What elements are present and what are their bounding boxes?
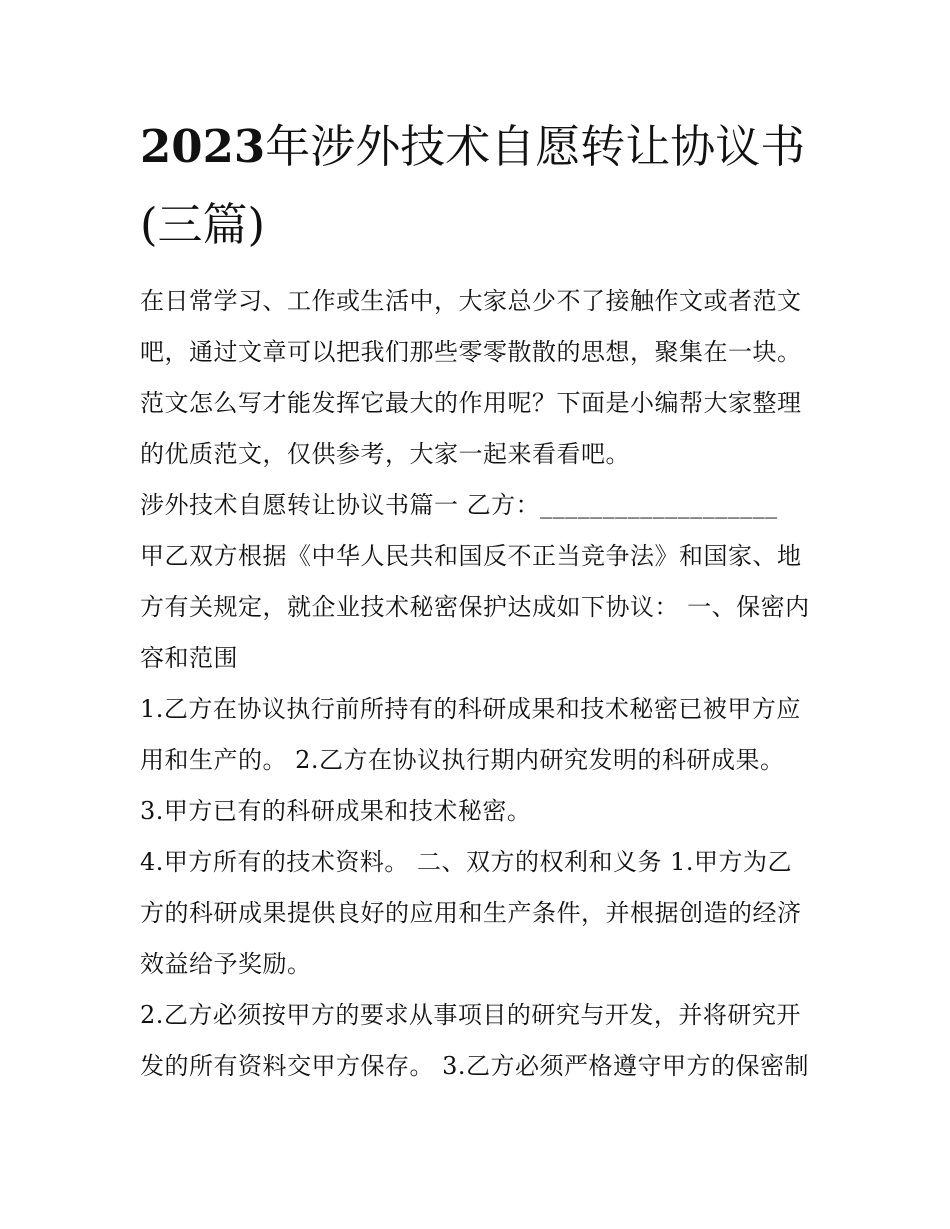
title-text: 年涉外技术自愿转让协议书(三篇)	[140, 120, 806, 251]
intro-paragraph: 在日常学习、工作或生活中，大家总少不了接触作文或者范文吧，通过文章可以把我们那些零零散散的思想，聚集在一块。范文怎么写才能发挥它最大的作用呢？下面是小编帮大家整理的优质范文，仅供参考，大家一起来看看吧。	[140, 287, 802, 468]
agreement-basis-paragraph: 甲乙双方根据《中华人民共和国反不正当竞争法》和国家、地方有关规定，就企业技术秘密保护达成如下协议： 一、保密内容和范围	[140, 542, 810, 672]
obligations-paragraph: 2.乙方必须按甲方的要求从事项目的研究与开发，并将研究开发的所有资料交甲方保存。 3.乙方必须严格遵守甲方的保密制	[140, 1001, 810, 1080]
title-year: 2023	[140, 120, 266, 173]
rights-duties-paragraph: 4.甲方所有的技术资料。 二、双方的权利和义务 1.甲方为乙方的科研成果提供良好的应用和生产条件，并根据创造的经济效益给予奖励。	[140, 848, 802, 978]
document-title	[140, 108, 812, 264]
document-body	[140, 108, 812, 1092]
scope-items-paragraph: 1.乙方在协议执行前所持有的科研成果和技术秘密已被甲方应用和生产的。 2.乙方在协议执行期内研究发明的科研成果。 3.甲方已有的科研成果和技术秘密。	[140, 695, 801, 825]
section-heading-line: 涉外技术自愿转让协议书篇一 乙方：___________________	[140, 491, 778, 519]
